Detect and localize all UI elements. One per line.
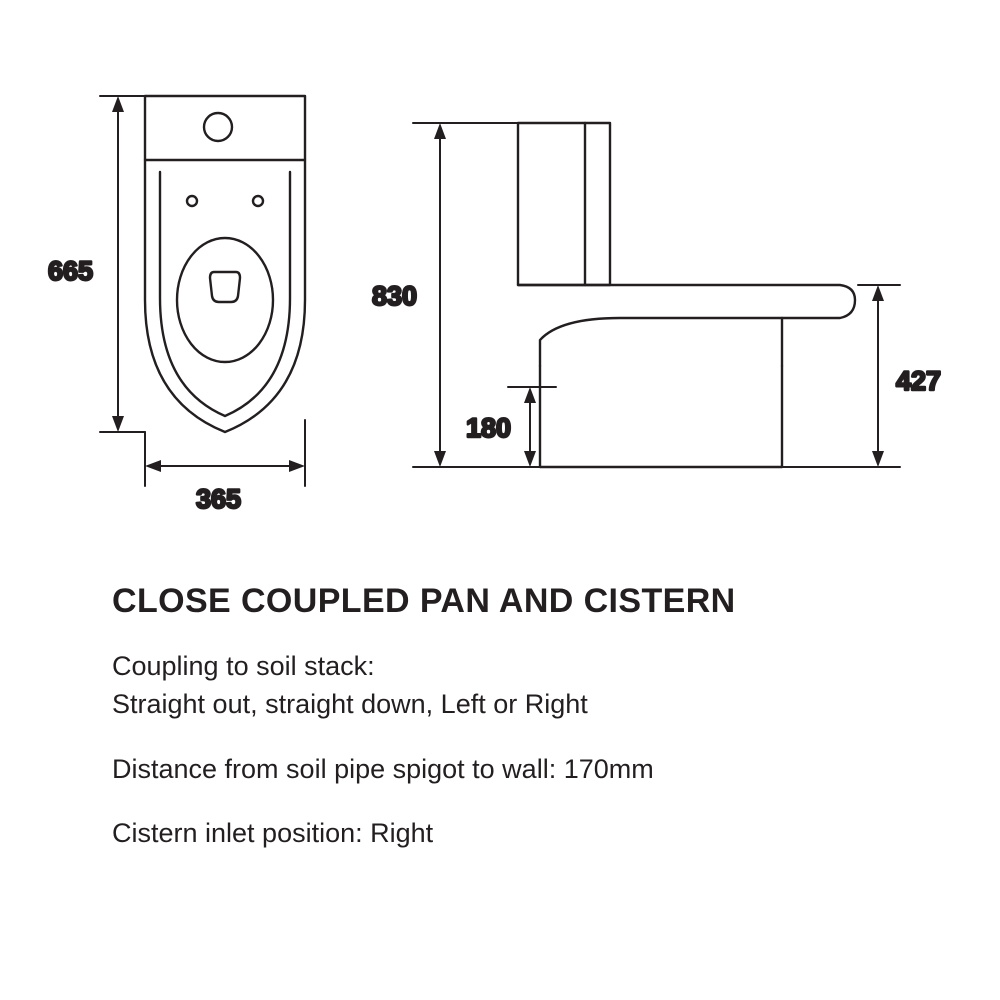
page-title: CLOSE COUPLED PAN AND CISTERN xyxy=(112,582,736,620)
coupling-label: Coupling to soil stack: xyxy=(112,651,375,681)
plan-height-value: 665 xyxy=(48,256,94,286)
plan-height-dimension xyxy=(100,96,145,432)
inlet-position-line: Cistern inlet position: Right xyxy=(112,817,434,848)
seat-height-value: 427 xyxy=(896,366,942,396)
coupling-value: Straight out, straight down, Left or Right xyxy=(112,689,588,720)
specification-block xyxy=(0,560,1000,852)
plan-width-value: 365 xyxy=(196,484,242,514)
spigot-distance-line: Distance from soil pipe spigot to wall: 170mm xyxy=(112,753,654,784)
plan-width-dimension xyxy=(145,420,305,486)
seat-height-dimension xyxy=(790,285,900,467)
coupling-group xyxy=(0,647,1000,724)
overall-height-value: 830 xyxy=(372,281,418,311)
base-height-value: 180 xyxy=(466,413,512,443)
plan-view-outline xyxy=(145,96,305,432)
spigot-distance-line-wrap xyxy=(0,750,1000,788)
inlet-position-line-wrap xyxy=(0,814,1000,852)
base-height-dimension xyxy=(508,387,556,467)
